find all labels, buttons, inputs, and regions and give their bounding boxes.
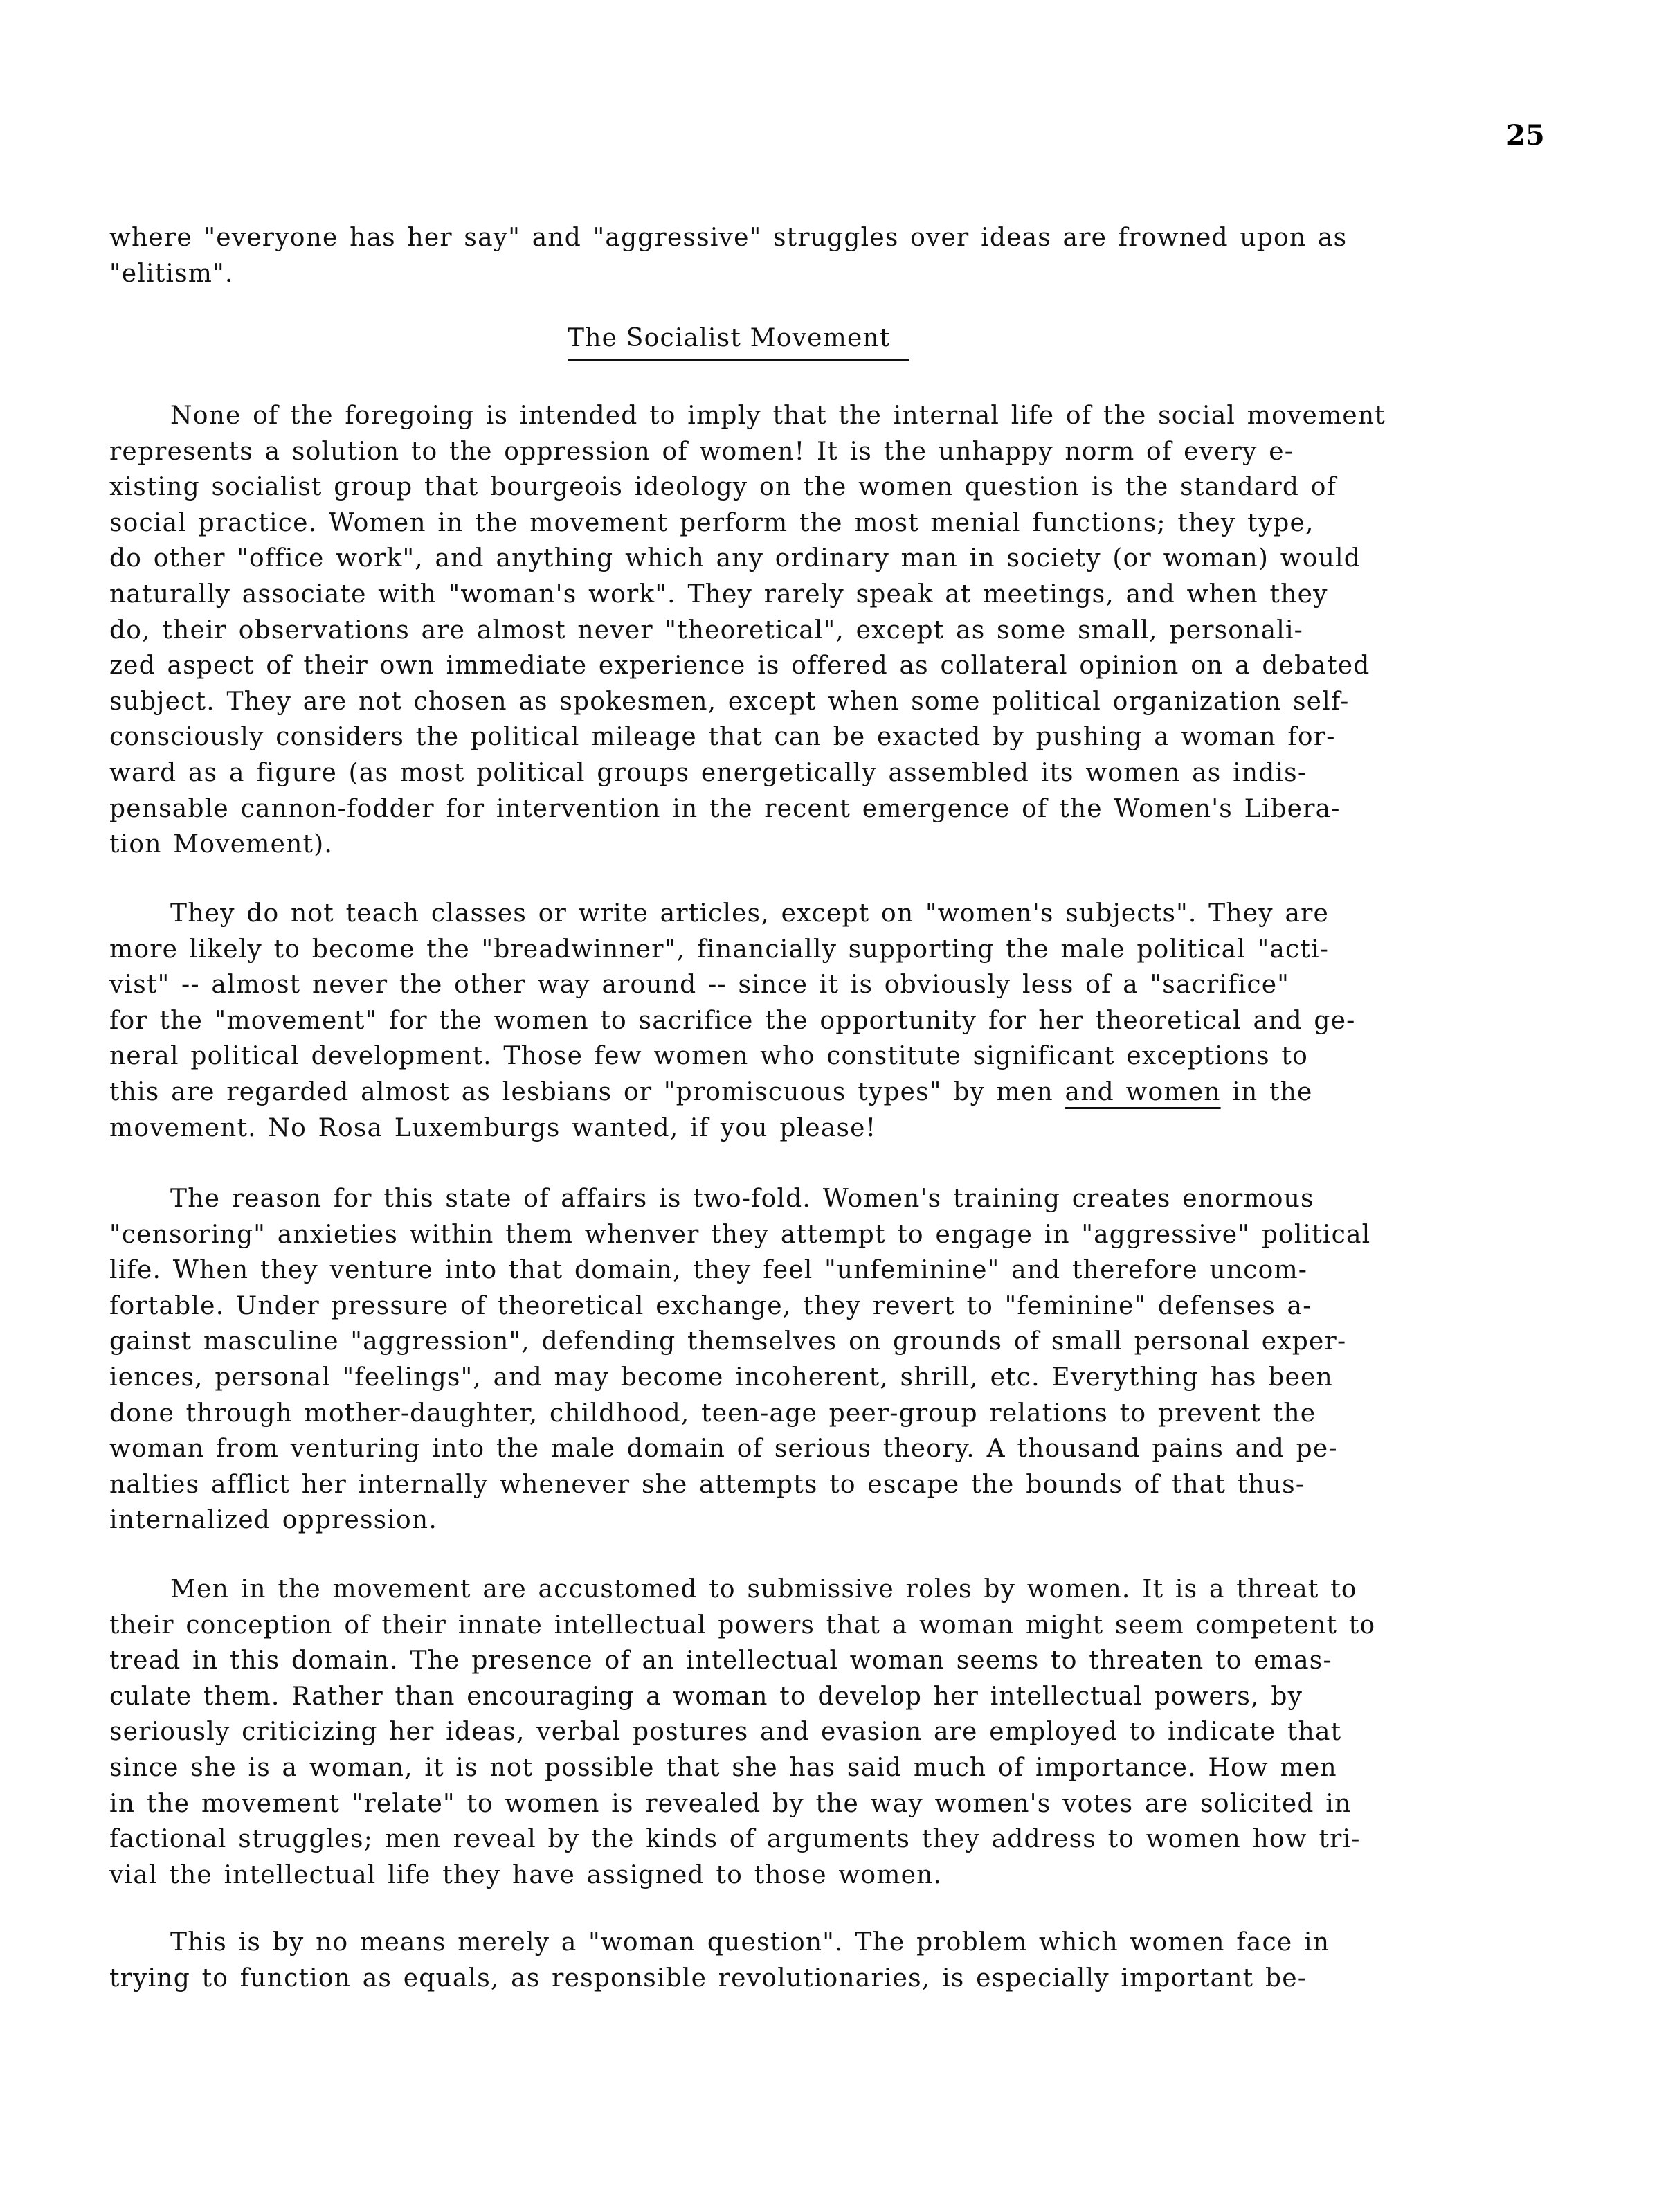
text-line: done through mother-daughter, childhood, teen-age peer-group relations to prevent the — [109, 1399, 1316, 1428]
text-line: Men in the movement are accustomed to submissive roles by women. It is a threat to — [170, 1575, 1357, 1603]
text-line: culate them. Rather than encouraging a woman to develop her intellectual powers, by — [109, 1682, 1303, 1711]
text-line: life. When they venture into that domain, they feel "unfeminine" and therefore uncom- — [109, 1256, 1308, 1285]
text-line: None of the foregoing is intended to imply that the internal life of the social movement — [170, 402, 1386, 430]
text-line: in the movement "relate" to women is revealed by the way women's votes are solicited in — [109, 1789, 1352, 1818]
text-line: since she is a woman, it is not possible that she has said much of importance. How men — [109, 1753, 1337, 1782]
text-line: naturally associate with "woman's work". They rarely speak at meetings, and when they — [109, 579, 1328, 609]
text-line: more likely to become the "breadwinner", financially supporting the male political "acti- — [109, 935, 1330, 964]
text-line: The reason for this state of affairs is two-fold. Women's training creates enormous — [170, 1185, 1314, 1213]
text-line: movement. No Rosa Luxemburgs wanted, if you please! — [109, 1113, 877, 1142]
text-line-underlined — [109, 1074, 1563, 1111]
text-line: tread in this domain. The presence of an intellectual woman seems to threaten to emas- — [109, 1646, 1332, 1675]
text-line: zed aspect of their own immediate experience is offered as collateral opinion on a debated — [109, 651, 1370, 681]
underlined-phrase: and women — [1065, 1077, 1221, 1106]
text-line: their conception of their innate intellectual powers that a woman might seem competent to — [109, 1610, 1376, 1639]
text-line: vial the intellectual life they have assigned to those women. — [109, 1860, 943, 1889]
text-line: pensable cannon-fodder for intervention in the recent emergence of the Women's Libera- — [109, 794, 1341, 823]
paragraph-4 — [109, 1572, 1563, 1893]
text-line: factional struggles; men reveal by the kinds of arguments they address to women how tri- — [109, 1825, 1361, 1854]
section-heading: The Socialist Movement — [568, 324, 909, 361]
page-number: 25 — [1506, 119, 1545, 152]
text-line: trying to function as equals, as responsible revolutionaries, is especially important be- — [109, 1963, 1307, 1993]
text-line: xisting socialist group that bourgeois ideology on the women question is the standard of — [109, 473, 1337, 502]
text-line: for the "movement" for the women to sacrifice the opportunity for her theoretical and ge- — [109, 1006, 1356, 1035]
text-line: gainst masculine "aggression", defending themselves on grounds of small personal exper- — [109, 1327, 1347, 1356]
text-line: They do not teach classes or write articles, except on "women's subjects". They are — [170, 899, 1330, 928]
text-line: ward as a figure (as most political groups energetically assembled its women as indis- — [109, 758, 1307, 787]
text-line: where "everyone has her say" and "aggressive" struggles over ideas are frowned upon as — [109, 224, 1348, 252]
text-line: do other "office work", and anything which any ordinary man in society (or woman) would — [109, 544, 1361, 573]
line-end: in the — [1220, 1077, 1313, 1106]
paragraph-2 — [109, 896, 1563, 1146]
text-line: neral political development. Those few women who constitute significant exceptions to — [109, 1042, 1308, 1071]
text-line: woman from venturing into the male domain of serious theory. A thousand pains and pe- — [109, 1435, 1338, 1464]
text-line: seriously criticizing her ideas, verbal postures and evasion are employed to indicate that — [109, 1718, 1342, 1747]
paragraph-3 — [109, 1181, 1563, 1538]
text-line: tion Movement). — [109, 830, 334, 859]
text-line: consciously considers the political mileage that can be exacted by pushing a woman for- — [109, 723, 1336, 752]
text-line: subject. They are not chosen as spokesmen, except when some political organization self- — [109, 687, 1350, 716]
paragraph-5 — [109, 1925, 1563, 1996]
text-line: "censoring" anxieties within them whenver they attempt to engage in "aggressive" political — [109, 1220, 1371, 1249]
text-line: fortable. Under pressure of theoretical exchange, they revert to "feminine" defenses a- — [109, 1291, 1312, 1320]
text-line: social practice. Women in the movement perform the most menial functions; they type, — [109, 508, 1314, 537]
line-start: this are regarded almost as lesbians or "promiscuous types" by men — [109, 1077, 1065, 1106]
text-line: vist" -- almost never the other way around -- since it is obviously less of a "sacrifice" — [109, 971, 1289, 1000]
text-line: represents a solution to the oppression of women! It is the unhappy norm of every e- — [109, 437, 1294, 466]
text-line: internalized oppression. — [109, 1506, 437, 1535]
text-line: This is by no means merely a "woman question". The problem which women face in — [170, 1928, 1330, 1957]
text-line: "elitism". — [109, 259, 234, 288]
text-line: do, their observations are almost never "theoretical", except as some small, personali- — [109, 615, 1304, 645]
text-line: nalties afflict her internally whenever she attempts to escape the bounds of that thus- — [109, 1470, 1305, 1499]
paragraph-1 — [109, 398, 1563, 863]
intro-paragraph — [109, 220, 1563, 291]
text-line: iences, personal "feelings", and may become incoherent, shrill, etc. Everything has been — [109, 1363, 1333, 1392]
